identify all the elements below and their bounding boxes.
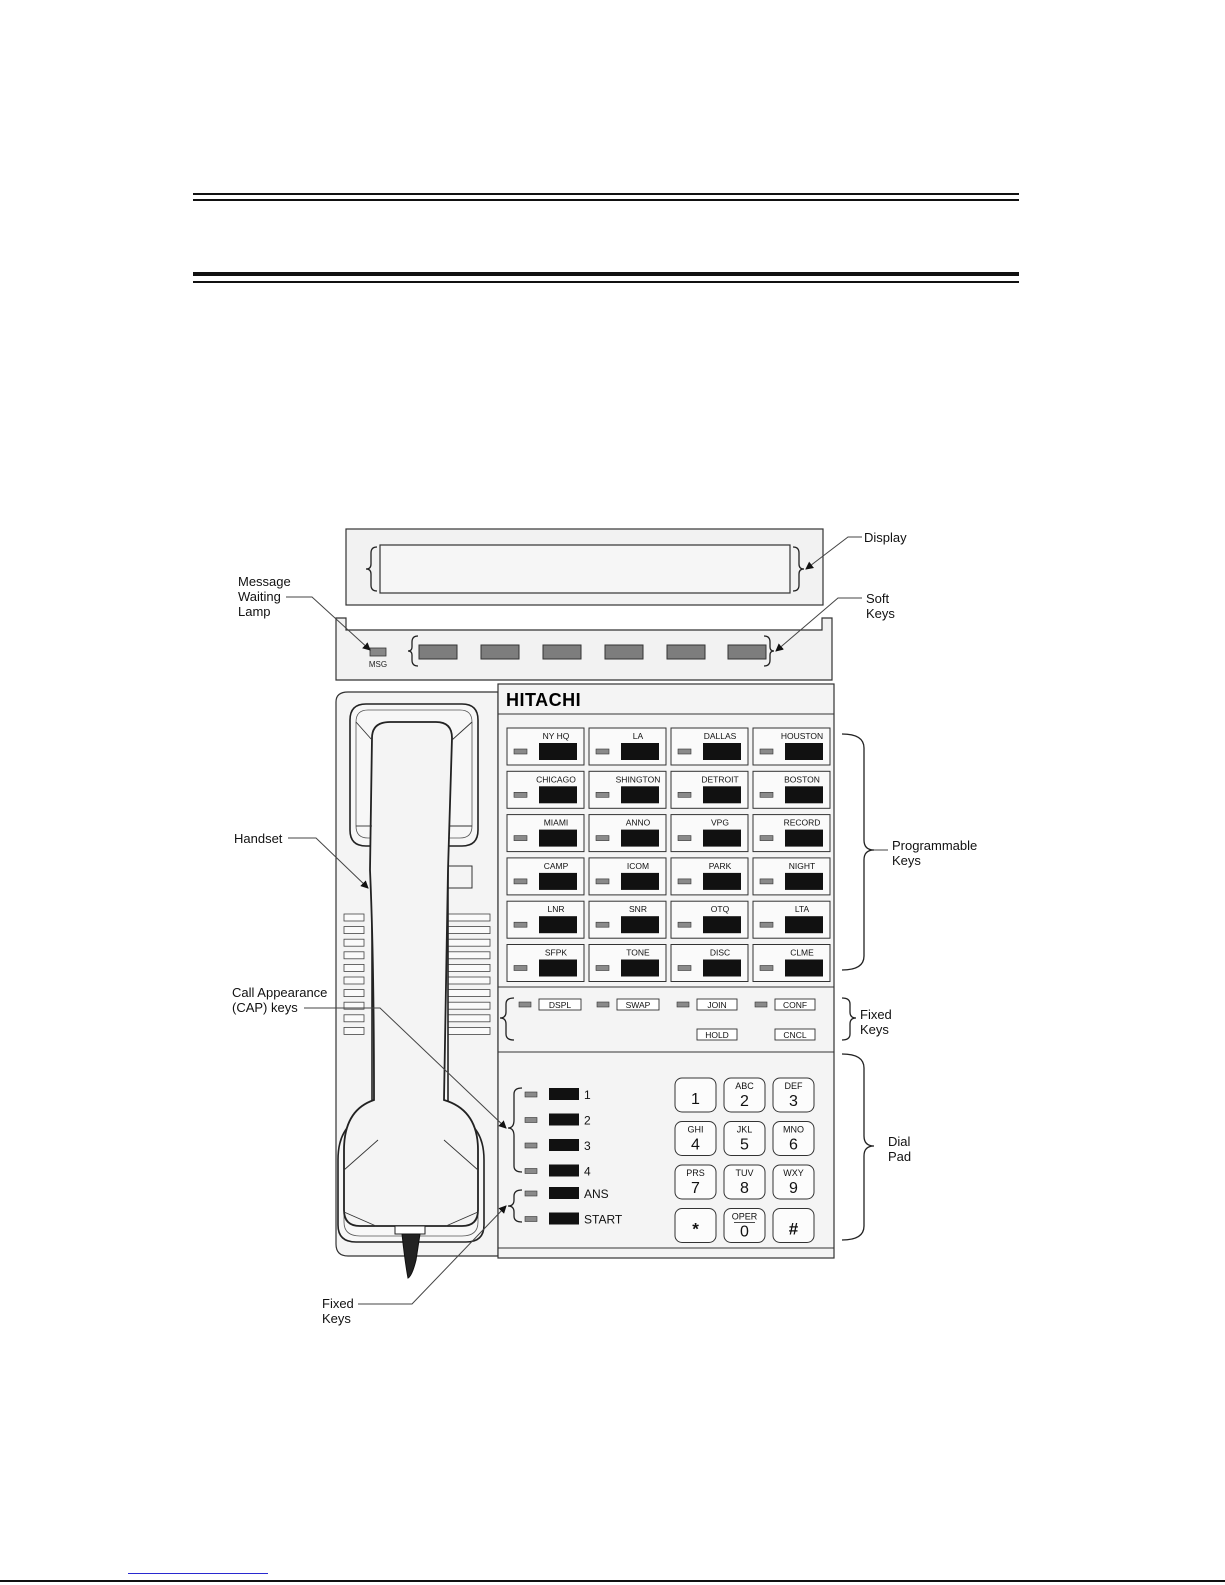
programmable-key-miami[interactable]	[507, 815, 584, 852]
grill-slat-left	[344, 927, 364, 934]
key-button[interactable]	[785, 743, 823, 760]
programmable-key-houston[interactable]	[753, 728, 830, 765]
key-label: PARK	[708, 860, 732, 871]
programmable-keys-callout-1: Programmable	[892, 838, 978, 853]
fixed-key-cncl[interactable]	[775, 1029, 815, 1040]
programmable-key-lta[interactable]	[753, 901, 830, 938]
key-label: RECORD	[783, 817, 821, 828]
key-button[interactable]	[703, 830, 741, 847]
key-label: BOSTON	[784, 774, 820, 785]
grill-slat-left	[344, 990, 364, 997]
key-button[interactable]	[539, 786, 577, 803]
programmable-key-boston[interactable]	[753, 771, 830, 808]
key-label: DALLAS	[703, 731, 737, 741]
key-label: MIAMI	[543, 817, 569, 828]
key-button[interactable]	[621, 873, 659, 890]
msg-lamp-callout-2: Waiting	[238, 589, 281, 604]
key-button[interactable]	[549, 1165, 579, 1177]
programmable-key-record[interactable]	[753, 815, 830, 852]
key-lamp	[678, 749, 691, 754]
key-label: ANS	[584, 1187, 609, 1201]
programmable-key-disc[interactable]	[671, 945, 748, 982]
msg-lamp-callout-3: Lamp	[238, 604, 271, 619]
key-button[interactable]	[549, 1139, 579, 1151]
key-lamp	[596, 922, 609, 927]
programmable-key-shington[interactable]	[589, 771, 666, 808]
key-lamp	[596, 749, 609, 754]
key-lamp	[596, 879, 609, 884]
key-label: LA	[632, 731, 644, 741]
key-label: CLME	[790, 947, 814, 958]
grill-slat-right	[446, 964, 490, 971]
grill-slat-right	[446, 939, 490, 946]
key-lamp	[597, 1002, 609, 1007]
key-lamp	[678, 836, 691, 841]
dial-key-hash[interactable]	[773, 1209, 814, 1243]
soft-key-5[interactable]	[667, 645, 705, 659]
soft-keys-callout-1: Soft	[866, 591, 890, 606]
key-lamp	[760, 966, 773, 971]
key-label: 3	[584, 1139, 591, 1153]
key-label: DISC	[709, 947, 731, 958]
dial-key-2[interactable]	[724, 1078, 765, 1112]
dial-key-letters: PRS	[686, 1168, 705, 1178]
key-button[interactable]	[703, 786, 741, 803]
key-lamp	[678, 966, 691, 971]
programmable-key-park[interactable]	[671, 858, 748, 895]
key-lamp	[525, 1092, 537, 1097]
dial-key-digit: #	[788, 1219, 799, 1239]
key-lamp	[678, 792, 691, 797]
key-button[interactable]	[703, 743, 741, 760]
programmable-key-chicago[interactable]	[507, 771, 584, 808]
key-label: ANNO	[625, 817, 651, 828]
dial-key-digit: 4	[691, 1136, 700, 1154]
key-label: START	[584, 1212, 623, 1227]
dial-key-digit: 9	[789, 1180, 798, 1197]
key-button[interactable]	[539, 916, 577, 933]
dial-key-digit: 7	[691, 1180, 700, 1197]
key-button[interactable]	[539, 873, 577, 890]
key-button[interactable]	[539, 960, 577, 977]
key-label: NIGHT	[788, 860, 816, 871]
grill-slat-right	[446, 990, 490, 997]
soft-key-6[interactable]	[728, 645, 766, 659]
dial-key-8[interactable]	[724, 1165, 765, 1199]
fixed-keys-brace-right	[842, 998, 856, 1040]
grill-slat-left	[344, 952, 364, 959]
cap-keys-callout-2: (CAP) keys	[232, 1000, 298, 1015]
key-lamp	[519, 1002, 531, 1007]
dial-key-digit: 1	[691, 1091, 700, 1108]
soft-key-3[interactable]	[543, 645, 581, 659]
fixed-key-hold[interactable]	[697, 1029, 737, 1040]
brand-logo: HITACHI	[506, 690, 582, 710]
fixed-keys-bottom-callout-2: Keys	[322, 1311, 351, 1326]
key-lamp	[525, 1143, 537, 1148]
msg-lamp-label: MSG	[368, 660, 388, 669]
dial-key-digit: *	[692, 1219, 699, 1239]
key-label: HOUSTON	[780, 731, 824, 741]
key-label: SWAP	[625, 1000, 651, 1010]
key-lamp	[514, 836, 527, 841]
programmable-key-tone[interactable]	[589, 945, 666, 982]
key-button[interactable]	[621, 960, 659, 977]
key-button[interactable]	[785, 873, 823, 890]
key-lamp	[525, 1191, 537, 1196]
grill-slat-right	[446, 1015, 490, 1022]
key-label: SFPK	[544, 947, 568, 958]
dial-key-6[interactable]	[773, 1122, 814, 1156]
dial-key-digit: 0	[740, 1223, 749, 1241]
programmable-key-vpg[interactable]	[671, 815, 748, 852]
key-button[interactable]	[785, 786, 823, 803]
dial-key-letters: DEF	[784, 1081, 803, 1091]
dial-pad-callout-2: Pad	[888, 1149, 912, 1164]
key-button[interactable]	[549, 1114, 579, 1126]
dial-key-digit: 8	[740, 1180, 749, 1197]
programmable-key-la[interactable]	[589, 728, 666, 765]
key-lamp	[514, 966, 527, 971]
grill-slat-left	[344, 914, 364, 921]
programmable-keys-brace	[842, 734, 874, 970]
key-button[interactable]	[621, 830, 659, 847]
programmable-key-sfpk[interactable]	[507, 945, 584, 982]
dial-key-star[interactable]	[675, 1209, 716, 1243]
key-lamp	[514, 879, 527, 884]
dial-key-letters: TUV	[735, 1168, 754, 1178]
cord-plug	[395, 1226, 425, 1234]
programmable-keys-callout-2: Keys	[892, 853, 921, 868]
dial-key-5[interactable]	[724, 1122, 765, 1156]
key-lamp	[596, 792, 609, 797]
key-button[interactable]	[549, 1187, 579, 1199]
grill-slat-right	[446, 1002, 490, 1009]
programmable-key-dallas[interactable]	[671, 728, 748, 765]
key-button[interactable]	[703, 873, 741, 890]
dial-key-letters: MNO	[783, 1124, 804, 1135]
key-lamp	[596, 966, 609, 971]
dial-key-digit: 3	[789, 1093, 798, 1110]
key-button[interactable]	[621, 786, 659, 803]
fixed-keys-bottom-callout-1: Fixed	[322, 1296, 354, 1311]
key-button[interactable]	[539, 830, 577, 847]
key-lamp	[514, 792, 527, 797]
dial-pad-brace	[842, 1054, 874, 1240]
grill-slat-left	[344, 964, 364, 971]
soft-keys-callout-2: Keys	[866, 606, 895, 621]
key-button[interactable]	[621, 743, 659, 760]
programmable-key-icom[interactable]	[589, 858, 666, 895]
fixed-keys-right-callout-1: Fixed	[860, 1007, 892, 1022]
key-lamp	[525, 1169, 537, 1174]
grill-slat-right	[446, 977, 490, 984]
key-label: NY HQ	[542, 731, 570, 741]
key-lamp	[760, 922, 773, 927]
display-callout: Display	[864, 530, 907, 545]
dial-key-7[interactable]	[675, 1165, 716, 1199]
dial-key-digit: 6	[789, 1136, 798, 1154]
key-button[interactable]	[549, 1213, 579, 1225]
key-label: CAMP	[543, 860, 569, 871]
key-button[interactable]	[549, 1088, 579, 1100]
footer-rule	[0, 1580, 1225, 1582]
programmable-key-night[interactable]	[753, 858, 830, 895]
key-label: JOIN	[707, 1000, 727, 1010]
key-lamp	[678, 922, 691, 927]
key-button[interactable]	[785, 830, 823, 847]
dial-key-4[interactable]	[675, 1122, 716, 1156]
key-label: 4	[584, 1164, 591, 1179]
grill-slat-left	[344, 977, 364, 984]
key-lamp	[760, 792, 773, 797]
grill-slat-right	[446, 952, 490, 959]
handset-callout: Handset	[234, 831, 283, 846]
msg-lamp	[370, 648, 386, 656]
grill-slat-right	[446, 927, 490, 934]
grill-slat-right	[446, 1027, 490, 1034]
key-label: SHINGTON	[615, 774, 661, 785]
key-label: CHICAGO	[536, 774, 576, 785]
dial-key-letters: JKL	[736, 1124, 753, 1135]
programmable-key-lnr[interactable]	[507, 901, 584, 938]
dial-key-1[interactable]	[675, 1078, 716, 1112]
key-lamp	[514, 922, 527, 927]
grill-slat-left	[344, 1027, 364, 1034]
key-label: ICOM	[626, 860, 650, 871]
programmable-key-anno[interactable]	[589, 815, 666, 852]
dial-key-9[interactable]	[773, 1165, 814, 1199]
key-lamp	[760, 836, 773, 841]
key-label: DSPL	[548, 1000, 572, 1010]
key-label: TONE	[626, 947, 650, 958]
footer-link-underline[interactable]	[128, 1573, 268, 1574]
key-lamp	[514, 749, 527, 754]
key-button[interactable]	[785, 916, 823, 933]
programmable-key-ny-hq[interactable]	[507, 728, 584, 765]
soft-key-4[interactable]	[605, 645, 643, 659]
grill-slat-left	[344, 939, 364, 946]
key-lamp	[755, 1002, 767, 1007]
programmable-key-detroit[interactable]	[671, 771, 748, 808]
fixed-keys-right-callout-2: Keys	[860, 1022, 889, 1037]
display-screen	[380, 545, 790, 593]
key-label: CNCL	[783, 1030, 807, 1040]
key-lamp	[677, 1002, 689, 1007]
dial-pad-callout-1: Dial	[888, 1134, 911, 1149]
key-lamp	[760, 749, 773, 754]
key-label: LTA	[794, 904, 810, 915]
soft-key-2[interactable]	[481, 645, 519, 659]
dial-key-letters: GHI	[687, 1124, 704, 1135]
key-lamp	[525, 1217, 537, 1222]
grill-slat-right	[446, 914, 490, 921]
dial-key-digit: 2	[740, 1093, 749, 1110]
soft-key-1[interactable]	[419, 645, 457, 659]
key-button[interactable]	[703, 960, 741, 977]
programmable-key-camp[interactable]	[507, 858, 584, 895]
key-button[interactable]	[785, 960, 823, 977]
dial-key-0[interactable]	[724, 1209, 765, 1243]
key-label: LNR	[547, 904, 565, 915]
hook-switch	[446, 866, 472, 888]
key-button[interactable]	[539, 743, 577, 760]
msg-lamp-callout-1: Message	[238, 574, 291, 589]
key-lamp	[678, 879, 691, 884]
key-button[interactable]	[703, 916, 741, 933]
grill-slat-left	[344, 1015, 364, 1022]
programmable-key-otq[interactable]	[671, 901, 748, 938]
key-label: DETROIT	[701, 774, 739, 785]
key-label: VPG	[711, 817, 729, 828]
key-button[interactable]	[621, 916, 659, 933]
key-label: 2	[584, 1113, 591, 1128]
key-label: CONF	[782, 1000, 808, 1010]
key-label: OTQ	[710, 904, 730, 915]
key-label: 1	[584, 1088, 591, 1102]
key-lamp	[760, 879, 773, 884]
programmable-key-clme[interactable]	[753, 945, 830, 982]
key-label: SNR	[629, 904, 647, 915]
key-label: HOLD	[705, 1030, 729, 1040]
dial-key-digit: 5	[740, 1136, 749, 1154]
dial-key-letters: WXY	[783, 1168, 804, 1178]
programmable-key-snr[interactable]	[589, 901, 666, 938]
cap-keys-callout-1: Call Appearance	[232, 985, 328, 1000]
key-lamp	[525, 1118, 537, 1123]
dial-key-letters: ABC	[735, 1081, 754, 1091]
dial-key-letters: OPER	[731, 1211, 758, 1222]
key-lamp	[596, 836, 609, 841]
dial-key-3[interactable]	[773, 1078, 814, 1112]
